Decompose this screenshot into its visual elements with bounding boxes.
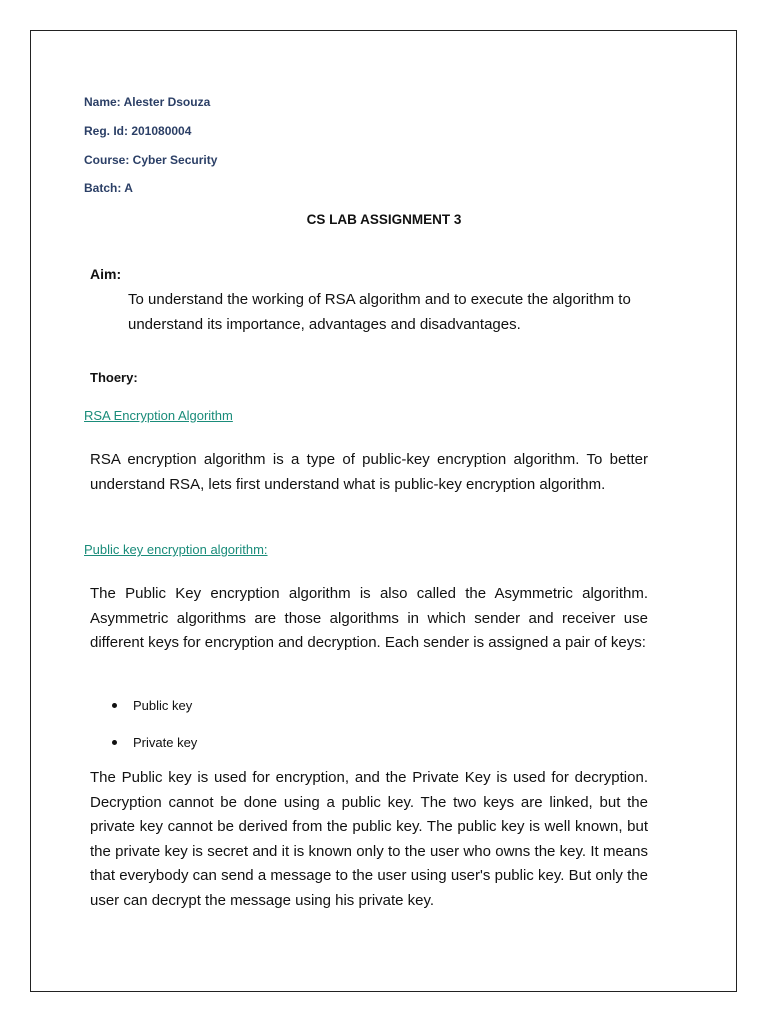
list-item-label: Private key — [133, 735, 198, 750]
student-course: Course: Cyber Security — [84, 153, 218, 167]
student-batch: Batch: A — [84, 181, 133, 195]
public-key-link[interactable]: Public key encryption algorithm: — [84, 542, 268, 557]
list-item — [112, 698, 192, 713]
student-name: Name: Alester Dsouza — [84, 95, 211, 109]
theory-heading: Thoery: — [90, 370, 138, 385]
rsa-encryption-link[interactable]: RSA Encryption Algorithm — [84, 408, 233, 423]
key-usage-paragraph: The Public key is used for encryption, and the Private Key is used for decryption. Decryption cannot be done using a public key. The two keys are linked, but the private key cannot be derived from the public key. The public key is well known, but the private key is secret and it is known only to the user who owns the key. It means that everybody can send a message to the user using user's public key. But only the user can decrypt the message using his private key. — [90, 769, 648, 909]
rsa-paragraph: RSA encryption algorithm is a type of public-key encryption algorithm. To better understand RSA, lets first understand what is public-key encryption algorithm. — [90, 451, 648, 493]
bullet-icon — [112, 703, 117, 708]
bullet-icon — [112, 740, 117, 745]
list-item — [112, 735, 197, 750]
public-key-paragraph: The Public Key encryption algorithm is also called the Asymmetric algorithm. Asymmetric algorithms are those algorithms in which sender and receiver use different keys for encryption and decryption. Each sender is assigned a pair of keys: — [90, 585, 648, 651]
student-reg-id: Reg. Id: 201080004 — [84, 124, 192, 138]
list-item-label: Public key — [133, 698, 193, 713]
aim-heading: Aim: — [90, 266, 122, 282]
aim-text: To understand the working of RSA algorithm and to execute the algorithm to understand its importance, advantages and disadvantages. — [128, 291, 631, 333]
assignment-title: CS LAB ASSIGNMENT 3 — [306, 212, 462, 227]
